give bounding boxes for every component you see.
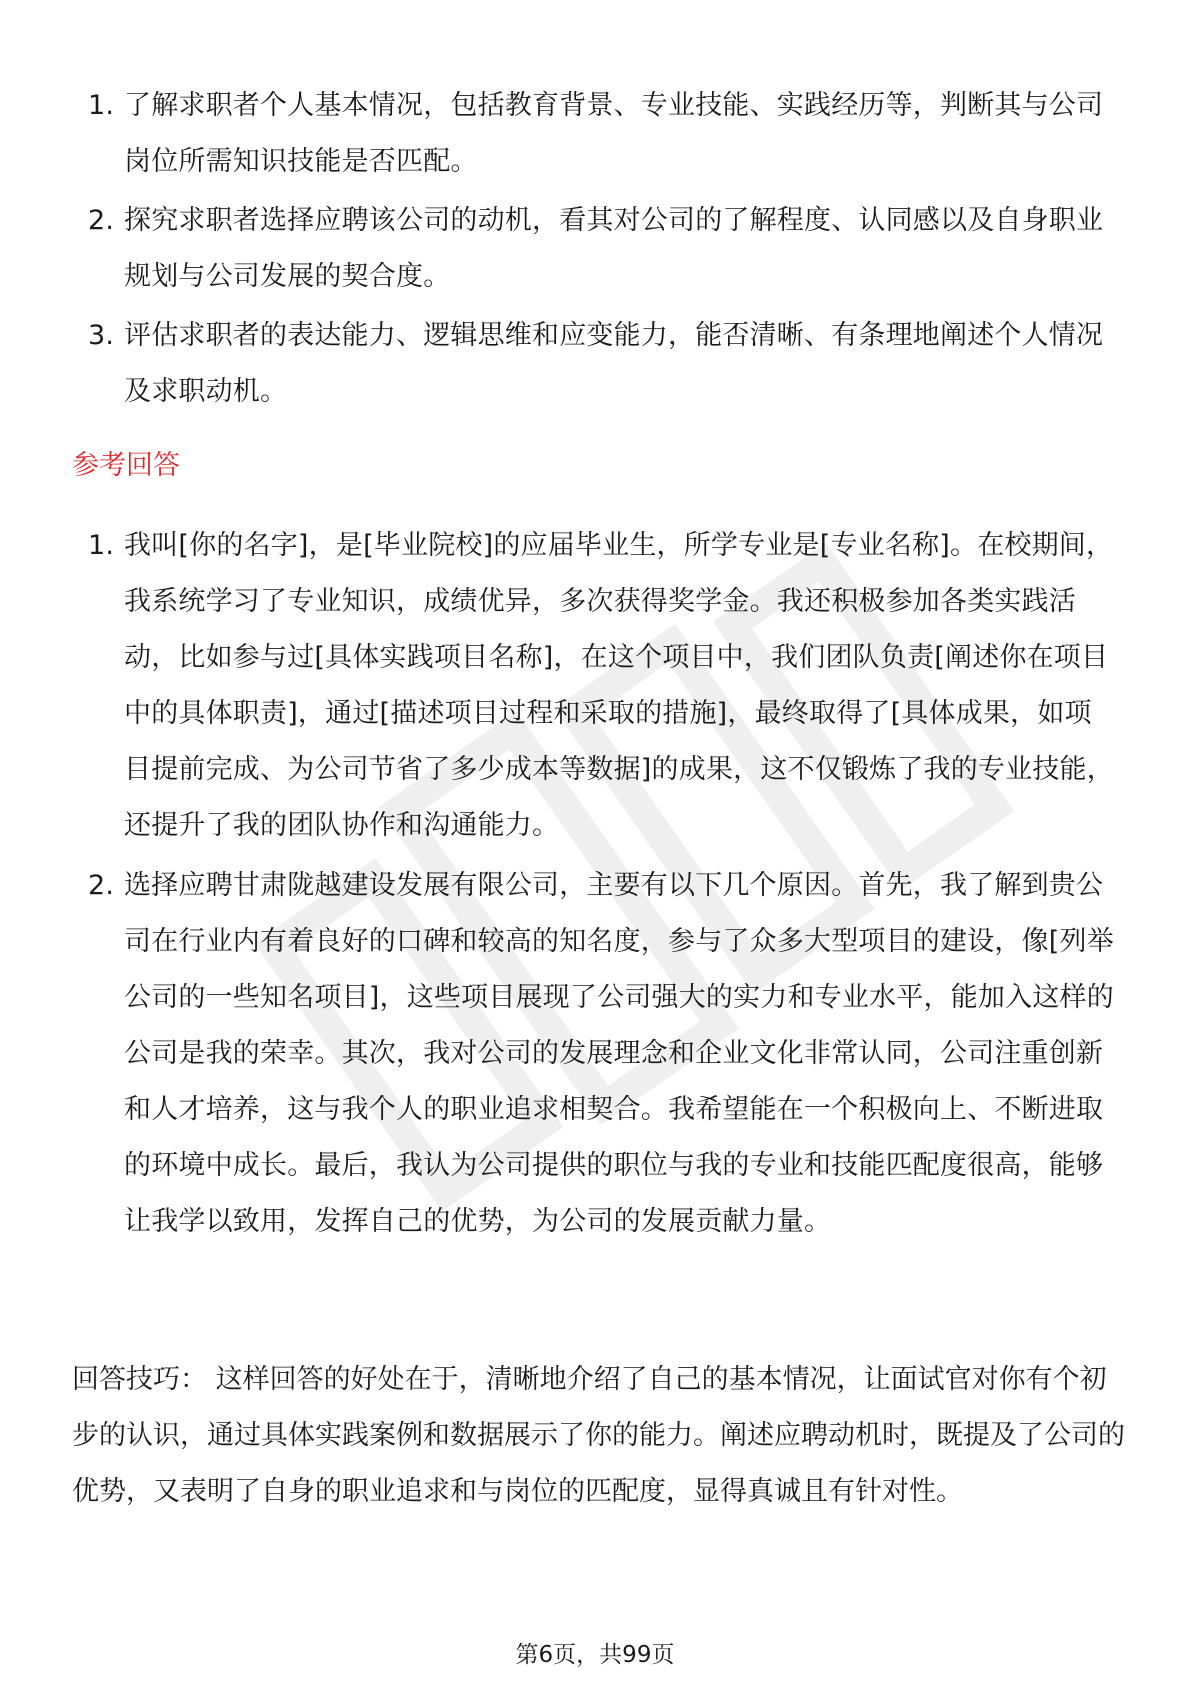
section-heading-reference-answer: 参考回答 — [72, 450, 180, 481]
list-item-text: 选择应聘甘肃陇越建设发展有限公司，主要有以下几个原因。首先，我了解到贵公司在行业内有着良好的口碑和较高的知名度，参与了众多大型项目的建设，像[列举公司的一些知名项目]，这些项目展现了公司强大的实力和专业水平，能加入这样的公司是我的荣幸。其次，我对公司的发展理念和企业文化非常认同，公司注重创新和人才培养，这与我个人的职业追求相契合。我希望能在一个积极向上、不断进取的环境中成长。最后，我认为公司提供的职位与我的专业和技能匹配度很高，能够让我学以致用，发挥自己的优势，为公司的发展贡献力量。 — [124, 870, 1114, 1237]
list-number: 3. — [88, 320, 115, 351]
page-footer: 第6页，共99页 — [515, 1642, 675, 1668]
list-number: 2. — [88, 205, 115, 236]
list-item-text: 了解求职者个人基本情况，包括教育背景、专业技能、实践经历等，判断其与公司岗位所需知识技能是否匹配。 — [124, 90, 1104, 177]
list-item — [0, 308, 1114, 420]
list-item-text: 探究求职者选择应聘该公司的动机，看其对公司的了解程度、认同感以及自身职业规划与公司发展的契合度。 — [124, 205, 1104, 292]
list-item — [0, 193, 1114, 305]
list-item-text: 评估求职者的表达能力、逻辑思维和应变能力，能否清晰、有条理地阐述个人情况及求职动机。 — [124, 320, 1104, 407]
list-item — [0, 78, 1114, 190]
list-number: 1. — [88, 90, 115, 121]
list-item — [0, 858, 1114, 1250]
answer-list — [0, 518, 1114, 1254]
list-number: 1. — [88, 530, 115, 561]
list-number: 2. — [88, 870, 115, 901]
intent-list — [0, 78, 1114, 423]
answer-tip: 回答技巧： 这样回答的好处在于，清晰地介绍了自己的基本情况，让面试官对你有个初步的认识，通过具体实践案例和数据展示了你的能力。阐述应聘动机时，既提及了公司的优势，又表明了自身的职业追求和与岗位的匹配度，显得真诚且有针对性。 — [72, 1364, 1125, 1507]
list-item-text: 我叫[你的名字]，是[毕业院校]的应届毕业生，所学专业是[专业名称]。在校期间，我系统学习了专业知识，成绩优异，多次获得奖学金。我还积极参加各类实践活动，比如参与过[具体实践项目名称]，在这个项目中，我们团队负责[阐述你在项目中的具体职责]，通过[描述项目过程和采取的措施]，最终取得了[具体成果，如项目提前完成、为公司节省了多少成本等数据]的成果，这不仅锻炼了我的专业技能，还提升了我的团队协作和沟通能力。 — [124, 530, 1114, 841]
list-item — [0, 518, 1114, 854]
